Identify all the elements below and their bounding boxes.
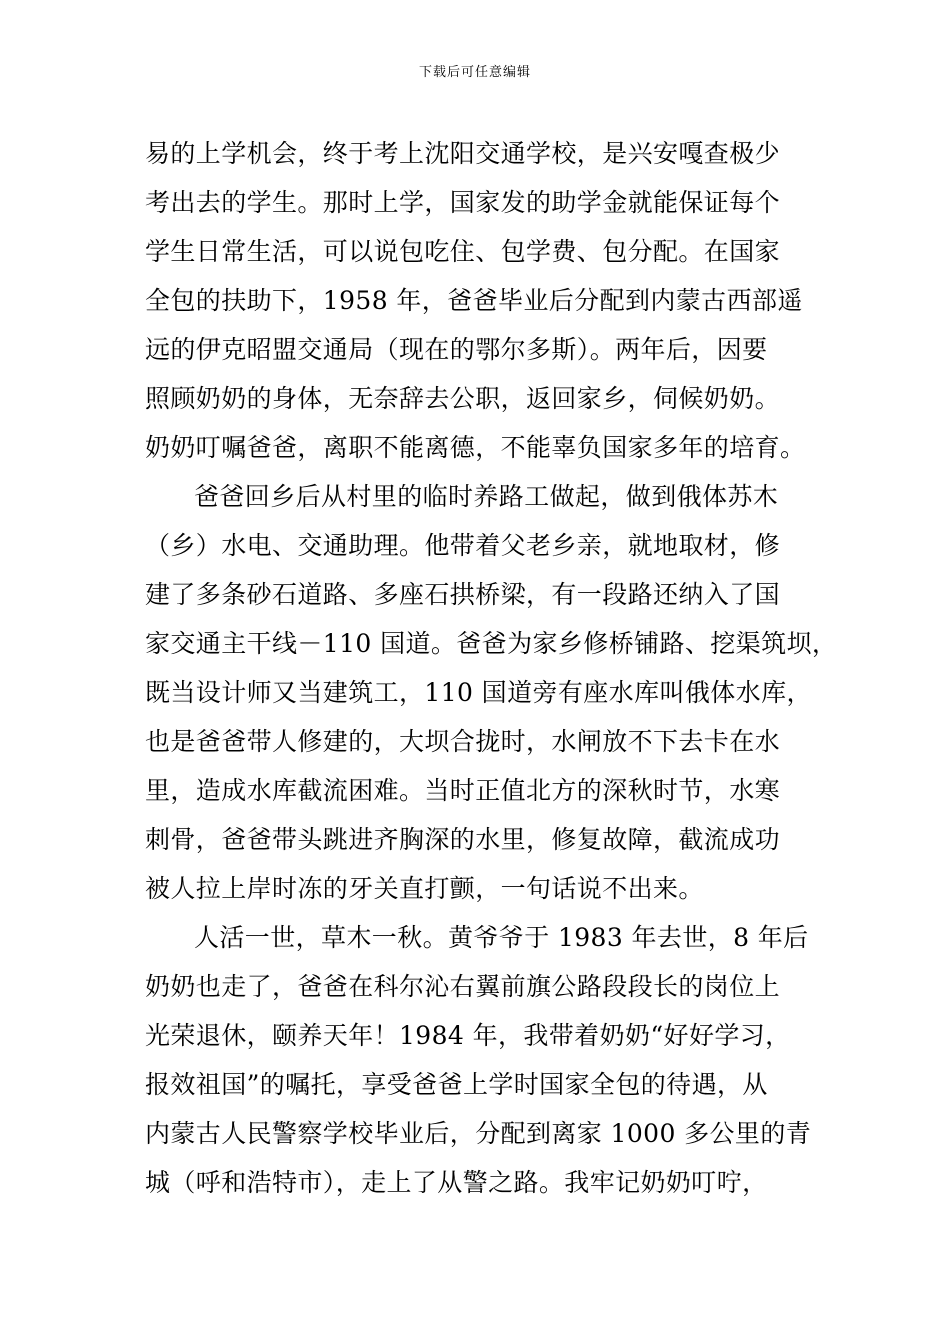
text-line: 爸爸回乡后从村里的临时养路工做起，做到俄体苏木: [194, 482, 779, 511]
text-line: 内蒙古人民警察学校毕业后，分配到离家 1000 多公里的青: [145, 1119, 812, 1148]
text-line: 光荣退休，颐养天年！1984 年，我带着奶奶“好好学习，: [145, 1021, 791, 1050]
document-body: [145, 129, 838, 1207]
text-line: 远的伊克昭盟交通局（现在的鄂尔多斯）。两年后，因要: [145, 335, 768, 364]
page-header-note: 下载后可任意编辑: [418, 65, 531, 80]
text-line: 被人拉上岸时冻的牙关直打颤，一句话说不出来。: [145, 874, 704, 903]
text-line: 奶奶也走了，爸爸在科尔沁右翼前旗公路段段长的岗位上: [145, 972, 781, 1001]
text-line: 也是爸爸带人修建的，大坝合拢时，水闸放不下去卡在水: [145, 727, 781, 756]
text-line: 学生日常生活，可以说包吃住、包学费、包分配。在国家: [145, 237, 781, 266]
text-line: 既当设计师又当建筑工，110 国道旁有座水库叫俄体水库，: [145, 678, 812, 707]
text-line: 城（呼和浩特市），走上了从警之路。我牢记奶奶叮咛，: [145, 1168, 768, 1197]
text-line: 报效祖国”的嘱托，享受爸爸上学时国家全包的待遇，从: [145, 1070, 768, 1099]
text-line: 家交通主干线－110 国道。爸爸为家乡修桥铺路、挖渠筑坝，: [145, 629, 838, 658]
text-line: 刺骨，爸爸带头跳进齐胸深的水里，修复故障，截流成功: [145, 825, 781, 854]
text-line: 易的上学机会，终于考上沈阳交通学校，是兴安嘎查极少: [145, 139, 781, 168]
text-line: （乡）水电、交通助理。他带着父老乡亲，就地取材，修: [145, 531, 781, 560]
text-line: 建了多条砂石道路、多座石拱桥梁，有一段路还纳入了国: [145, 580, 781, 609]
text-line: 考出去的学生。那时上学，国家发的助学金就能保证每个: [145, 188, 781, 217]
text-line: 里，造成水库截流困难。当时正值北方的深秋时节，水寒: [145, 776, 781, 805]
text-line: 全包的扶助下，1958 年，爸爸毕业后分配到内蒙古西部遥: [145, 286, 803, 315]
text-line: 照顾奶奶的身体，无奈辞去公职，返回家乡，伺候奶奶。: [145, 384, 781, 413]
text-line: 人活一世，草木一秋。黄爷爷于 1983 年去世，8 年后: [194, 923, 809, 952]
text-line: 奶奶叮嘱爸爸，离职不能离德，不能辜负国家多年的培育。: [145, 433, 806, 462]
